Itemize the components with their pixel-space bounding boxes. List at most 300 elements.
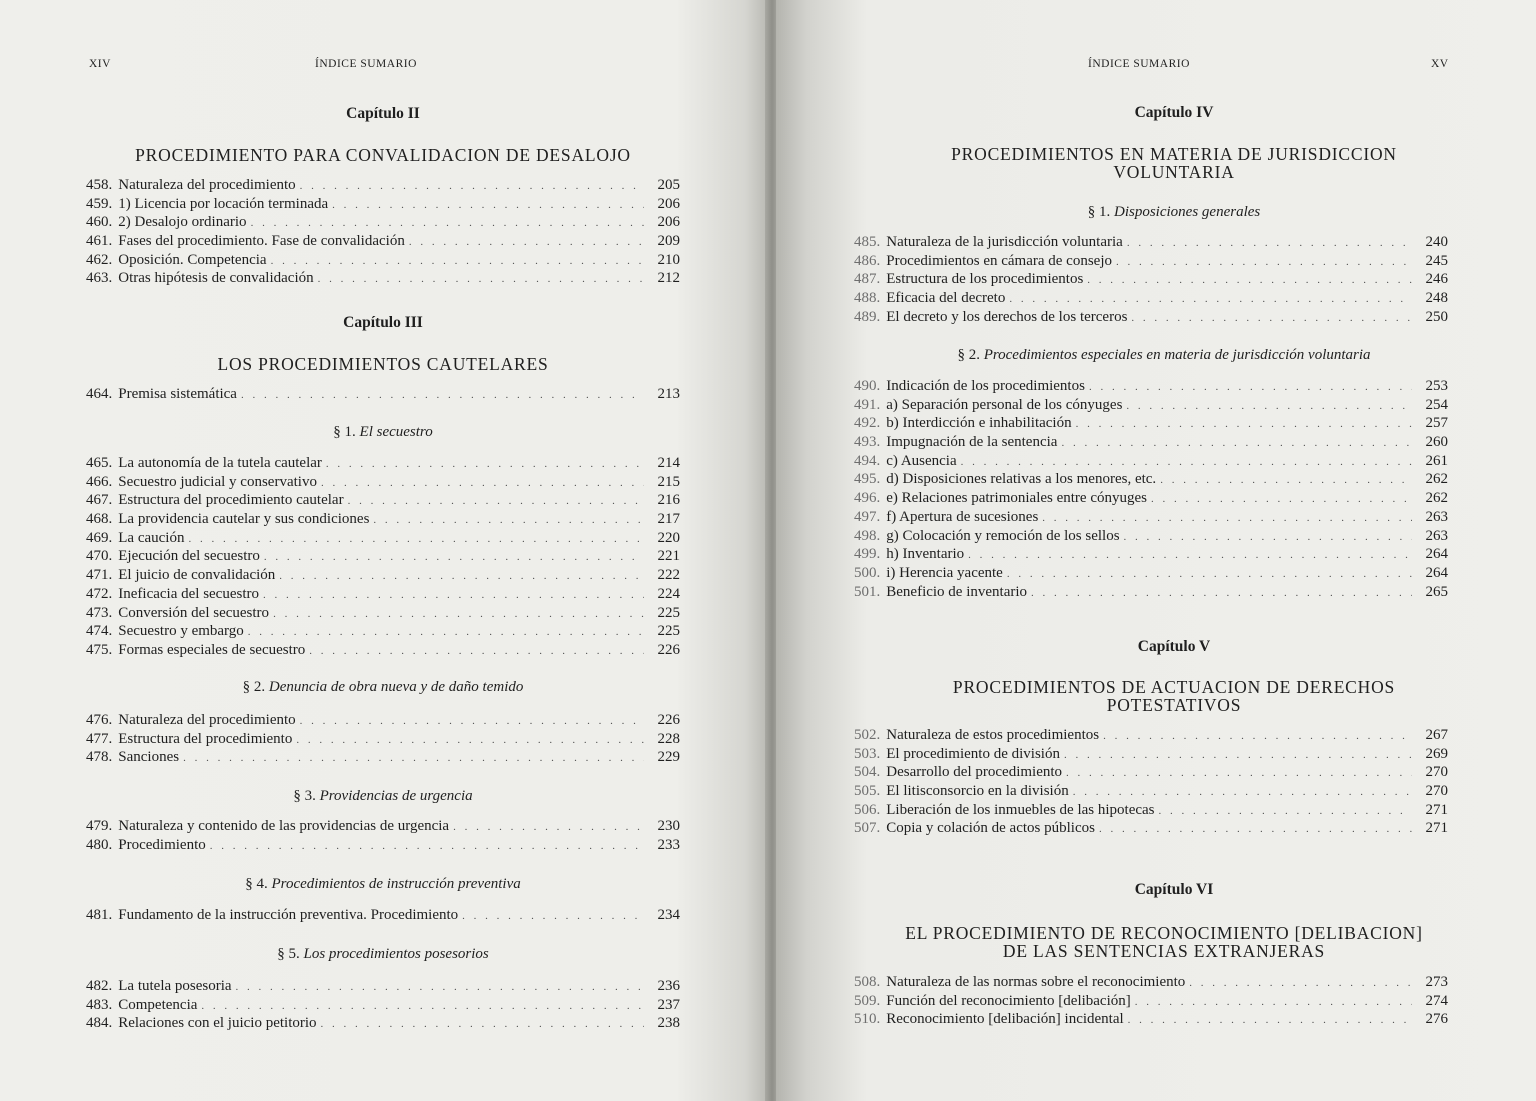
section-mark: § 2. bbox=[242, 679, 266, 695]
entry-number: 501. bbox=[854, 583, 881, 600]
entry-page: 260 bbox=[1425, 434, 1448, 451]
entry-title: Ejecución del secuestro bbox=[118, 548, 260, 565]
entry-page: 238 bbox=[657, 1015, 680, 1032]
section-heading bbox=[88, 946, 678, 963]
entry-title: Procedimientos en cámara de consejo bbox=[886, 252, 1112, 269]
entry-number: 481. bbox=[86, 907, 113, 923]
chapter-label: Capítulo II bbox=[346, 105, 420, 122]
entry-title: 2) Desalojo ordinario bbox=[118, 214, 247, 231]
toc-entry bbox=[854, 801, 1448, 820]
dot-leader bbox=[1103, 727, 1412, 746]
entry-page: 217 bbox=[657, 511, 680, 528]
entry-title: Copia y colación de actos públicos bbox=[886, 820, 1095, 837]
running-head: ÍNDICE SUMARIO bbox=[315, 58, 417, 70]
section-heading bbox=[88, 679, 678, 696]
entry-title: Fases del procedimiento. Fase de convalidación bbox=[118, 233, 405, 250]
entry-title: Eficacia del decreto bbox=[886, 290, 1006, 307]
toc-entry bbox=[86, 711, 680, 730]
entry-list bbox=[86, 906, 680, 925]
dot-leader bbox=[1116, 253, 1412, 272]
dot-leader bbox=[1073, 783, 1412, 802]
entry-title: Naturaleza de las normas sobre el reconocimiento bbox=[886, 974, 1186, 990]
entry-number: 503. bbox=[854, 745, 881, 762]
page-number: XIV bbox=[89, 58, 111, 70]
toc-entry bbox=[854, 782, 1448, 801]
entry-page: 246 bbox=[1425, 271, 1448, 288]
dot-leader bbox=[263, 586, 644, 605]
dot-leader bbox=[1126, 397, 1412, 416]
entry-title: El decreto y los derechos de los terceros bbox=[886, 308, 1128, 325]
dot-leader bbox=[1089, 378, 1412, 397]
entry-number: 496. bbox=[854, 490, 881, 507]
dot-leader bbox=[1128, 1011, 1412, 1030]
toc-entry bbox=[86, 906, 680, 925]
dot-leader bbox=[201, 997, 644, 1016]
entry-list bbox=[86, 977, 680, 1033]
chapter-title-line: PROCEDIMIENTOS EN MATERIA DE JURISDICCION bbox=[951, 144, 1397, 164]
entry-page: 220 bbox=[657, 529, 680, 546]
entry-list bbox=[86, 176, 680, 288]
entry-title: Naturaleza del procedimiento bbox=[118, 177, 296, 193]
toc-entry bbox=[86, 232, 680, 251]
entry-title: Naturaleza y contenido de las providencias de urgencia bbox=[118, 818, 450, 834]
running-head: ÍNDICE SUMARIO bbox=[1088, 58, 1190, 70]
entry-page: 264 bbox=[1425, 546, 1448, 563]
entry-page: 226 bbox=[657, 712, 680, 728]
chapter-title-line: POTESTATIVOS bbox=[1106, 695, 1242, 715]
entry-title: a) Separación personal de los cónyuges bbox=[886, 396, 1123, 413]
entry-page: 213 bbox=[657, 386, 680, 402]
entry-number: 464. bbox=[86, 386, 113, 402]
entry-number: 497. bbox=[854, 508, 881, 525]
entry-title: b) Interdicción e inhabilitación bbox=[886, 415, 1072, 432]
dot-leader bbox=[1087, 271, 1412, 290]
entry-number: 508. bbox=[854, 974, 881, 990]
entry-page: 209 bbox=[657, 233, 680, 250]
entry-number: 490. bbox=[854, 378, 881, 394]
toc-entry bbox=[854, 527, 1448, 546]
entry-number: 458. bbox=[86, 177, 113, 193]
chapter-title bbox=[894, 678, 1454, 714]
dot-leader bbox=[1064, 746, 1412, 765]
entry-number: 469. bbox=[86, 529, 113, 546]
chapter-title-line: EL PROCEDIMIENTO DE RECONOCIMIENTO [DELIBACION] bbox=[905, 923, 1423, 943]
dot-leader bbox=[321, 1015, 644, 1034]
section-mark: § 1. bbox=[1087, 204, 1111, 220]
entry-title: e) Relaciones patrimoniales entre cónyuges bbox=[886, 490, 1147, 507]
entry-number: 460. bbox=[86, 214, 113, 231]
entry-list bbox=[854, 726, 1448, 838]
entry-number: 468. bbox=[86, 511, 113, 528]
entry-page: 240 bbox=[1425, 234, 1448, 250]
entry-number: 509. bbox=[854, 992, 881, 1009]
toc-entry bbox=[854, 564, 1448, 583]
toc-entry bbox=[86, 604, 680, 623]
chapter-title-line: VOLUNTARIA bbox=[1113, 162, 1235, 182]
entry-title: Naturaleza del procedimiento bbox=[118, 712, 296, 728]
entry-page: 225 bbox=[657, 604, 680, 621]
entry-page: 274 bbox=[1425, 992, 1448, 1009]
entry-page: 248 bbox=[1425, 290, 1448, 307]
toc-entry bbox=[86, 473, 680, 492]
entry-number: 478. bbox=[86, 749, 113, 766]
entry-title: Secuestro y embargo bbox=[118, 623, 244, 640]
dot-leader bbox=[1042, 509, 1412, 528]
dot-leader bbox=[348, 492, 644, 511]
dot-leader bbox=[321, 474, 644, 493]
entry-number: 485. bbox=[854, 234, 881, 250]
entry-number: 491. bbox=[854, 396, 881, 413]
chapter-title: LOS PROCEDIMIENTOS CAUTELARES bbox=[217, 354, 549, 374]
entry-title: Naturaleza de la jurisdicción voluntaria bbox=[886, 234, 1123, 250]
toc-entry bbox=[86, 385, 680, 404]
section-title: Procedimientos de instrucción preventiva bbox=[271, 876, 521, 892]
dot-leader bbox=[300, 712, 644, 731]
entry-title: El juicio de convalidación bbox=[118, 567, 276, 584]
chapter-title-line: PROCEDIMIENTOS DE ACTUACION DE DERECHOS bbox=[952, 677, 1396, 697]
dot-leader bbox=[1159, 802, 1413, 821]
dot-leader bbox=[241, 386, 644, 405]
toc-entry bbox=[86, 977, 680, 996]
entry-title: Relaciones con el juicio petitorio bbox=[118, 1015, 317, 1032]
dot-leader bbox=[961, 453, 1412, 472]
section-title: Denuncia de obra nueva y de daño temido bbox=[268, 679, 524, 695]
entry-page: 216 bbox=[657, 492, 680, 509]
entry-page: 224 bbox=[657, 585, 680, 602]
toc-entry bbox=[854, 1010, 1448, 1029]
entry-page: 273 bbox=[1425, 974, 1448, 990]
entry-page: 222 bbox=[657, 567, 680, 584]
toc-entry bbox=[86, 547, 680, 566]
dot-leader bbox=[236, 978, 644, 997]
dot-leader bbox=[462, 907, 644, 926]
entry-title: La autonomía de la tutela cautelar bbox=[118, 455, 322, 471]
dot-leader bbox=[264, 548, 644, 567]
entry-number: 484. bbox=[86, 1015, 113, 1032]
entry-number: 506. bbox=[854, 801, 881, 818]
toc-entry bbox=[86, 622, 680, 641]
entry-title: El procedimiento de división bbox=[886, 745, 1060, 762]
dot-leader bbox=[1099, 820, 1412, 839]
entry-list bbox=[86, 711, 680, 767]
entry-page: 234 bbox=[657, 907, 680, 923]
entry-title: Procedimiento bbox=[118, 836, 206, 853]
toc-entry bbox=[86, 641, 680, 660]
entry-title: Formas especiales de secuestro bbox=[118, 641, 306, 658]
entry-list bbox=[86, 454, 680, 660]
dot-leader bbox=[1131, 309, 1412, 328]
entry-page: 233 bbox=[657, 836, 680, 853]
dot-leader bbox=[1007, 565, 1412, 584]
entry-title: Sanciones bbox=[118, 749, 180, 766]
entry-page: 270 bbox=[1425, 783, 1448, 800]
toc-entry bbox=[86, 836, 680, 855]
entry-number: 475. bbox=[86, 641, 113, 658]
entry-page: 206 bbox=[657, 195, 680, 212]
entry-number: 489. bbox=[854, 308, 881, 325]
entry-page: 263 bbox=[1425, 508, 1448, 525]
entry-title: Estructura de los procedimientos bbox=[886, 271, 1084, 288]
entry-page: 205 bbox=[657, 177, 680, 193]
toc-entry bbox=[86, 251, 680, 270]
entry-title: d) Disposiciones relativas a los menores, etc. bbox=[886, 471, 1157, 488]
entry-number: 473. bbox=[86, 604, 113, 621]
toc-entry bbox=[854, 252, 1448, 271]
section-title: El secuestro bbox=[359, 424, 433, 440]
entry-number: 465. bbox=[86, 455, 113, 471]
toc-entry bbox=[86, 566, 680, 585]
dot-leader bbox=[1135, 993, 1412, 1012]
entry-title: i) Herencia yacente bbox=[886, 564, 1003, 581]
entry-page: 276 bbox=[1425, 1011, 1448, 1028]
toc-entry bbox=[86, 585, 680, 604]
entry-page: 226 bbox=[657, 641, 680, 658]
entry-number: 459. bbox=[86, 195, 113, 212]
entry-page: 225 bbox=[657, 623, 680, 640]
entry-list bbox=[854, 233, 1448, 326]
dot-leader bbox=[1151, 490, 1412, 509]
entry-page: 261 bbox=[1425, 452, 1448, 469]
chapter-title bbox=[894, 145, 1454, 181]
toc-entry bbox=[854, 545, 1448, 564]
entry-page: 237 bbox=[657, 996, 680, 1013]
entry-page: 254 bbox=[1425, 396, 1448, 413]
entry-title: Competencia bbox=[118, 996, 198, 1013]
toc-entry bbox=[86, 748, 680, 767]
entry-number: 471. bbox=[86, 567, 113, 584]
entry-page: 262 bbox=[1425, 471, 1448, 488]
entry-number: 463. bbox=[86, 270, 113, 287]
toc-entry bbox=[854, 289, 1448, 308]
entry-page: 221 bbox=[657, 548, 680, 565]
entry-number: 498. bbox=[854, 527, 881, 544]
toc-entry bbox=[854, 745, 1448, 764]
dot-leader bbox=[1189, 974, 1412, 993]
dot-leader bbox=[373, 511, 644, 530]
toc-entry bbox=[854, 414, 1448, 433]
entry-page: 253 bbox=[1425, 378, 1448, 394]
entry-page: 271 bbox=[1425, 801, 1448, 818]
entry-title: Reconocimiento [delibación] incidental bbox=[886, 1011, 1124, 1028]
dot-leader bbox=[332, 196, 644, 215]
entry-number: 477. bbox=[86, 730, 113, 747]
entry-page: 245 bbox=[1425, 252, 1448, 269]
entry-title: Desarrollo del procedimiento bbox=[886, 764, 1063, 781]
page-number: XV bbox=[1431, 58, 1449, 70]
entry-title: La caución bbox=[118, 529, 185, 546]
entry-page: 214 bbox=[657, 455, 680, 471]
toc-entry bbox=[854, 233, 1448, 252]
chapter-label: Capítulo III bbox=[343, 314, 423, 331]
toc-entry bbox=[86, 491, 680, 510]
entry-number: 487. bbox=[854, 271, 881, 288]
entry-page: 229 bbox=[657, 749, 680, 766]
entry-number: 474. bbox=[86, 623, 113, 640]
entry-page: 210 bbox=[657, 251, 680, 268]
entry-title: h) Inventario bbox=[886, 546, 965, 563]
chapter-label: Capítulo VI bbox=[1134, 881, 1214, 898]
entry-page: 257 bbox=[1425, 415, 1448, 432]
entry-number: 494. bbox=[854, 452, 881, 469]
toc-entry bbox=[854, 308, 1448, 327]
toc-entry bbox=[854, 973, 1448, 992]
entry-title: Ineficacia del secuestro bbox=[118, 585, 259, 602]
toc-entry bbox=[854, 763, 1448, 782]
entry-title: La tutela posesoria bbox=[118, 978, 232, 994]
entry-number: 479. bbox=[86, 818, 113, 834]
dot-leader bbox=[1127, 234, 1412, 253]
entry-page: 270 bbox=[1425, 764, 1448, 781]
toc-entry bbox=[86, 529, 680, 548]
dot-leader bbox=[271, 252, 644, 271]
section-title: Procedimientos especiales en materia de jurisdicción voluntaria bbox=[983, 347, 1371, 363]
toc-entry bbox=[854, 452, 1448, 471]
toc-entry bbox=[854, 396, 1448, 415]
section-mark: § 4. bbox=[245, 876, 268, 892]
section-heading bbox=[88, 788, 678, 805]
entry-page: 262 bbox=[1425, 490, 1448, 507]
entry-page: 264 bbox=[1425, 564, 1448, 581]
entry-number: 482. bbox=[86, 978, 113, 994]
dot-leader bbox=[273, 605, 644, 624]
toc-entry bbox=[854, 583, 1448, 602]
entry-title: Secuestro judicial y conservativo bbox=[118, 473, 317, 490]
toc-entry bbox=[854, 433, 1448, 452]
section-mark: § 2. bbox=[957, 347, 980, 363]
entry-title: Naturaleza de estos procedimientos bbox=[886, 727, 1100, 743]
entry-number: 495. bbox=[854, 471, 881, 488]
section-title: Los procedimientos posesorios bbox=[303, 946, 489, 962]
entry-number: 486. bbox=[854, 252, 881, 269]
entry-page: 250 bbox=[1425, 308, 1448, 325]
entry-title: Función del reconocimiento [delibación] bbox=[886, 992, 1131, 1009]
right-page bbox=[776, 0, 1536, 1101]
entry-page: 265 bbox=[1425, 583, 1448, 600]
entry-number: 504. bbox=[854, 764, 881, 781]
entry-title: Indicación de los procedimientos bbox=[886, 378, 1085, 394]
entry-number: 467. bbox=[86, 492, 113, 509]
dot-leader bbox=[1066, 764, 1412, 783]
section-heading bbox=[874, 347, 1454, 364]
toc-entry bbox=[86, 454, 680, 473]
toc-entry bbox=[854, 819, 1448, 838]
dot-leader bbox=[968, 546, 1412, 565]
entry-page: 271 bbox=[1425, 820, 1448, 837]
dot-leader bbox=[453, 818, 644, 837]
entry-number: 493. bbox=[854, 434, 881, 451]
dot-leader bbox=[210, 837, 644, 856]
toc-entry bbox=[854, 508, 1448, 527]
dot-leader bbox=[1031, 584, 1412, 603]
entry-page: 267 bbox=[1425, 727, 1448, 743]
entry-title: g) Colocación y remoción de los sellos bbox=[886, 527, 1120, 544]
toc-entry bbox=[854, 992, 1448, 1011]
entry-number: 462. bbox=[86, 251, 113, 268]
entry-number: 492. bbox=[854, 415, 881, 432]
toc-entry bbox=[86, 730, 680, 749]
toc-entry bbox=[86, 1014, 680, 1033]
entry-list bbox=[86, 385, 680, 404]
dot-leader bbox=[248, 623, 644, 642]
dot-leader bbox=[1124, 528, 1412, 547]
entry-title: Fundamento de la instrucción preventiva. Procedimiento bbox=[118, 907, 459, 923]
entry-page: 230 bbox=[657, 818, 680, 834]
toc-entry bbox=[854, 489, 1448, 508]
section-heading bbox=[88, 876, 678, 893]
entry-page: 236 bbox=[657, 978, 680, 994]
chapter-label: Capítulo IV bbox=[1134, 104, 1214, 121]
entry-number: 505. bbox=[854, 783, 881, 800]
entry-title: 1) Licencia por locación terminada bbox=[118, 195, 329, 212]
toc-entry bbox=[854, 377, 1448, 396]
dot-leader bbox=[309, 642, 644, 661]
entry-page: 269 bbox=[1425, 745, 1448, 762]
entry-number: 510. bbox=[854, 1011, 881, 1028]
entry-title: Impugnación de la sentencia bbox=[886, 434, 1058, 451]
entry-title: Estructura del procedimiento cautelar bbox=[118, 492, 344, 509]
entry-number: 470. bbox=[86, 548, 113, 565]
entry-number: 502. bbox=[854, 727, 881, 743]
toc-entry bbox=[86, 817, 680, 836]
entry-number: 476. bbox=[86, 712, 113, 728]
dot-leader bbox=[1160, 471, 1412, 490]
entry-title: f) Apertura de sucesiones bbox=[886, 508, 1039, 525]
section-mark: § 1. bbox=[333, 424, 356, 440]
dot-leader bbox=[251, 214, 644, 233]
dot-leader bbox=[300, 177, 644, 196]
entry-number: 488. bbox=[854, 290, 881, 307]
toc-entry bbox=[86, 195, 680, 214]
section-heading bbox=[88, 424, 678, 441]
chapter-title-line: DE LAS SENTENCIAS EXTRANJERAS bbox=[1002, 941, 1326, 961]
entry-number: 507. bbox=[854, 820, 881, 837]
entry-title: Estructura del procedimiento bbox=[118, 730, 293, 747]
entry-title: Oposición. Competencia bbox=[118, 251, 267, 268]
dot-leader bbox=[188, 530, 644, 549]
entry-page: 215 bbox=[657, 473, 680, 490]
entry-number: 466. bbox=[86, 473, 113, 490]
entry-title: La providencia cautelar y sus condiciones bbox=[118, 511, 370, 528]
entry-title: Beneficio de inventario bbox=[886, 583, 1028, 600]
entry-list bbox=[854, 973, 1448, 1029]
entry-page: 263 bbox=[1425, 527, 1448, 544]
toc-entry bbox=[854, 470, 1448, 489]
dot-leader bbox=[279, 567, 644, 586]
entry-page: 228 bbox=[657, 730, 680, 747]
section-title: Providencias de urgencia bbox=[319, 788, 473, 804]
toc-entry bbox=[854, 270, 1448, 289]
entry-number: 461. bbox=[86, 233, 113, 250]
section-mark: § 3. bbox=[293, 788, 316, 804]
dot-leader bbox=[409, 233, 644, 252]
dot-leader bbox=[326, 455, 644, 474]
toc-entry bbox=[86, 213, 680, 232]
entry-list bbox=[86, 817, 680, 854]
toc-entry bbox=[854, 726, 1448, 745]
toc-entry bbox=[86, 269, 680, 288]
chapter-title: PROCEDIMIENTO PARA CONVALIDACION DE DESALOJO bbox=[135, 145, 631, 165]
dot-leader bbox=[296, 731, 644, 750]
entry-number: 472. bbox=[86, 585, 113, 602]
chapter-label: Capítulo V bbox=[1137, 638, 1211, 655]
dot-leader bbox=[1076, 415, 1412, 434]
dot-leader bbox=[318, 270, 644, 289]
entry-title: El litisconsorcio en la división bbox=[886, 783, 1069, 800]
toc-entry bbox=[86, 996, 680, 1015]
entry-title: Liberación de los inmuebles de las hipotecas bbox=[886, 801, 1155, 818]
entry-title: Conversión del secuestro bbox=[118, 604, 270, 621]
toc-entry bbox=[86, 176, 680, 195]
